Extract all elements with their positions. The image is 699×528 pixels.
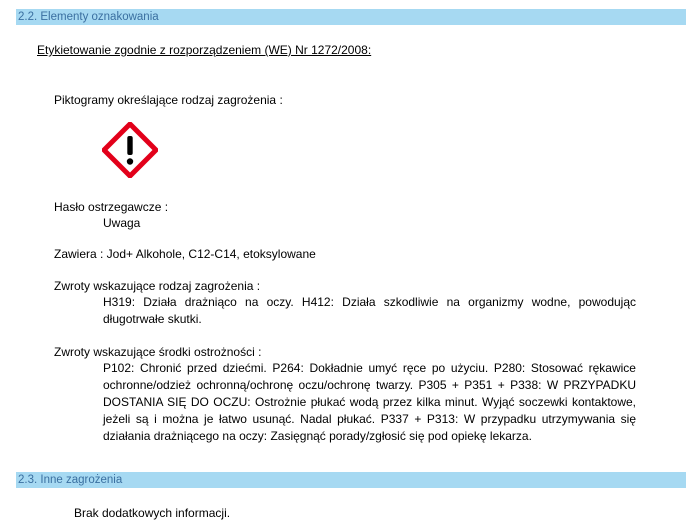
precautionary-statement: P305 + P351 + P338: W PRZYPADKU DOSTANIA SIĘ DO OCZU: Ostrożnie płukać wodą przez kilka minut. Wyjąć soczewki kontaktowe, jeżeli są i można je łatwo usunąć. Nadal płukać.	[103, 378, 636, 426]
precautionary-statement: P102: Chronić przed dziećmi.	[103, 361, 267, 375]
precautionary-label: Zwroty wskazujące środki ostrożności :	[54, 345, 262, 359]
exclamation-mark-hazard-icon	[102, 122, 158, 178]
section-header-2-3: 2.3. Inne zagrożenia	[16, 472, 686, 488]
section-header-2-2: 2.2. Elementy oznakowania	[16, 9, 686, 25]
hazard-statement: H319: Działa drażniąco na oczy.	[103, 295, 294, 309]
hazard-statements-label: Zwroty wskazujące rodzaj zagrożenia :	[54, 279, 261, 293]
other-hazards-text: Brak dodatkowych informacji.	[74, 506, 231, 520]
regulation-heading: Etykietowanie zgodnie z rozporządzeniem (WE) Nr 1272/2008:	[37, 43, 372, 57]
pictograms-label: Piktogramy określające rodzaj zagrożenia :	[54, 93, 283, 107]
precautionary-statement: P337 + P313: W przypadku utrzymywania się działania drażniącego na oczy: Zasięgnąć porady/zgłosić się pod opiekę lekarza.	[103, 412, 636, 443]
precautionary-statements	[103, 360, 636, 445]
precautionary-statement: P280: Stosować rękawice ochronne/odzież ochronną/ochronę oczu/ochronę twarzy.	[103, 361, 636, 392]
hazard-statements	[103, 294, 636, 328]
signal-word-label: Hasło ostrzegawcze :	[54, 200, 169, 214]
signal-word: Uwaga	[103, 216, 141, 230]
precautionary-statement: P264: Dokładnie umyć ręce po użyciu.	[272, 361, 489, 375]
hazard-statement: H412: Działa szkodliwie na organizmy wodne, powodując długotrwałe skutki.	[103, 295, 636, 326]
contains-line: Zawiera : Jod+ Alkohole, C12-C14, etoksylowane	[54, 247, 316, 261]
